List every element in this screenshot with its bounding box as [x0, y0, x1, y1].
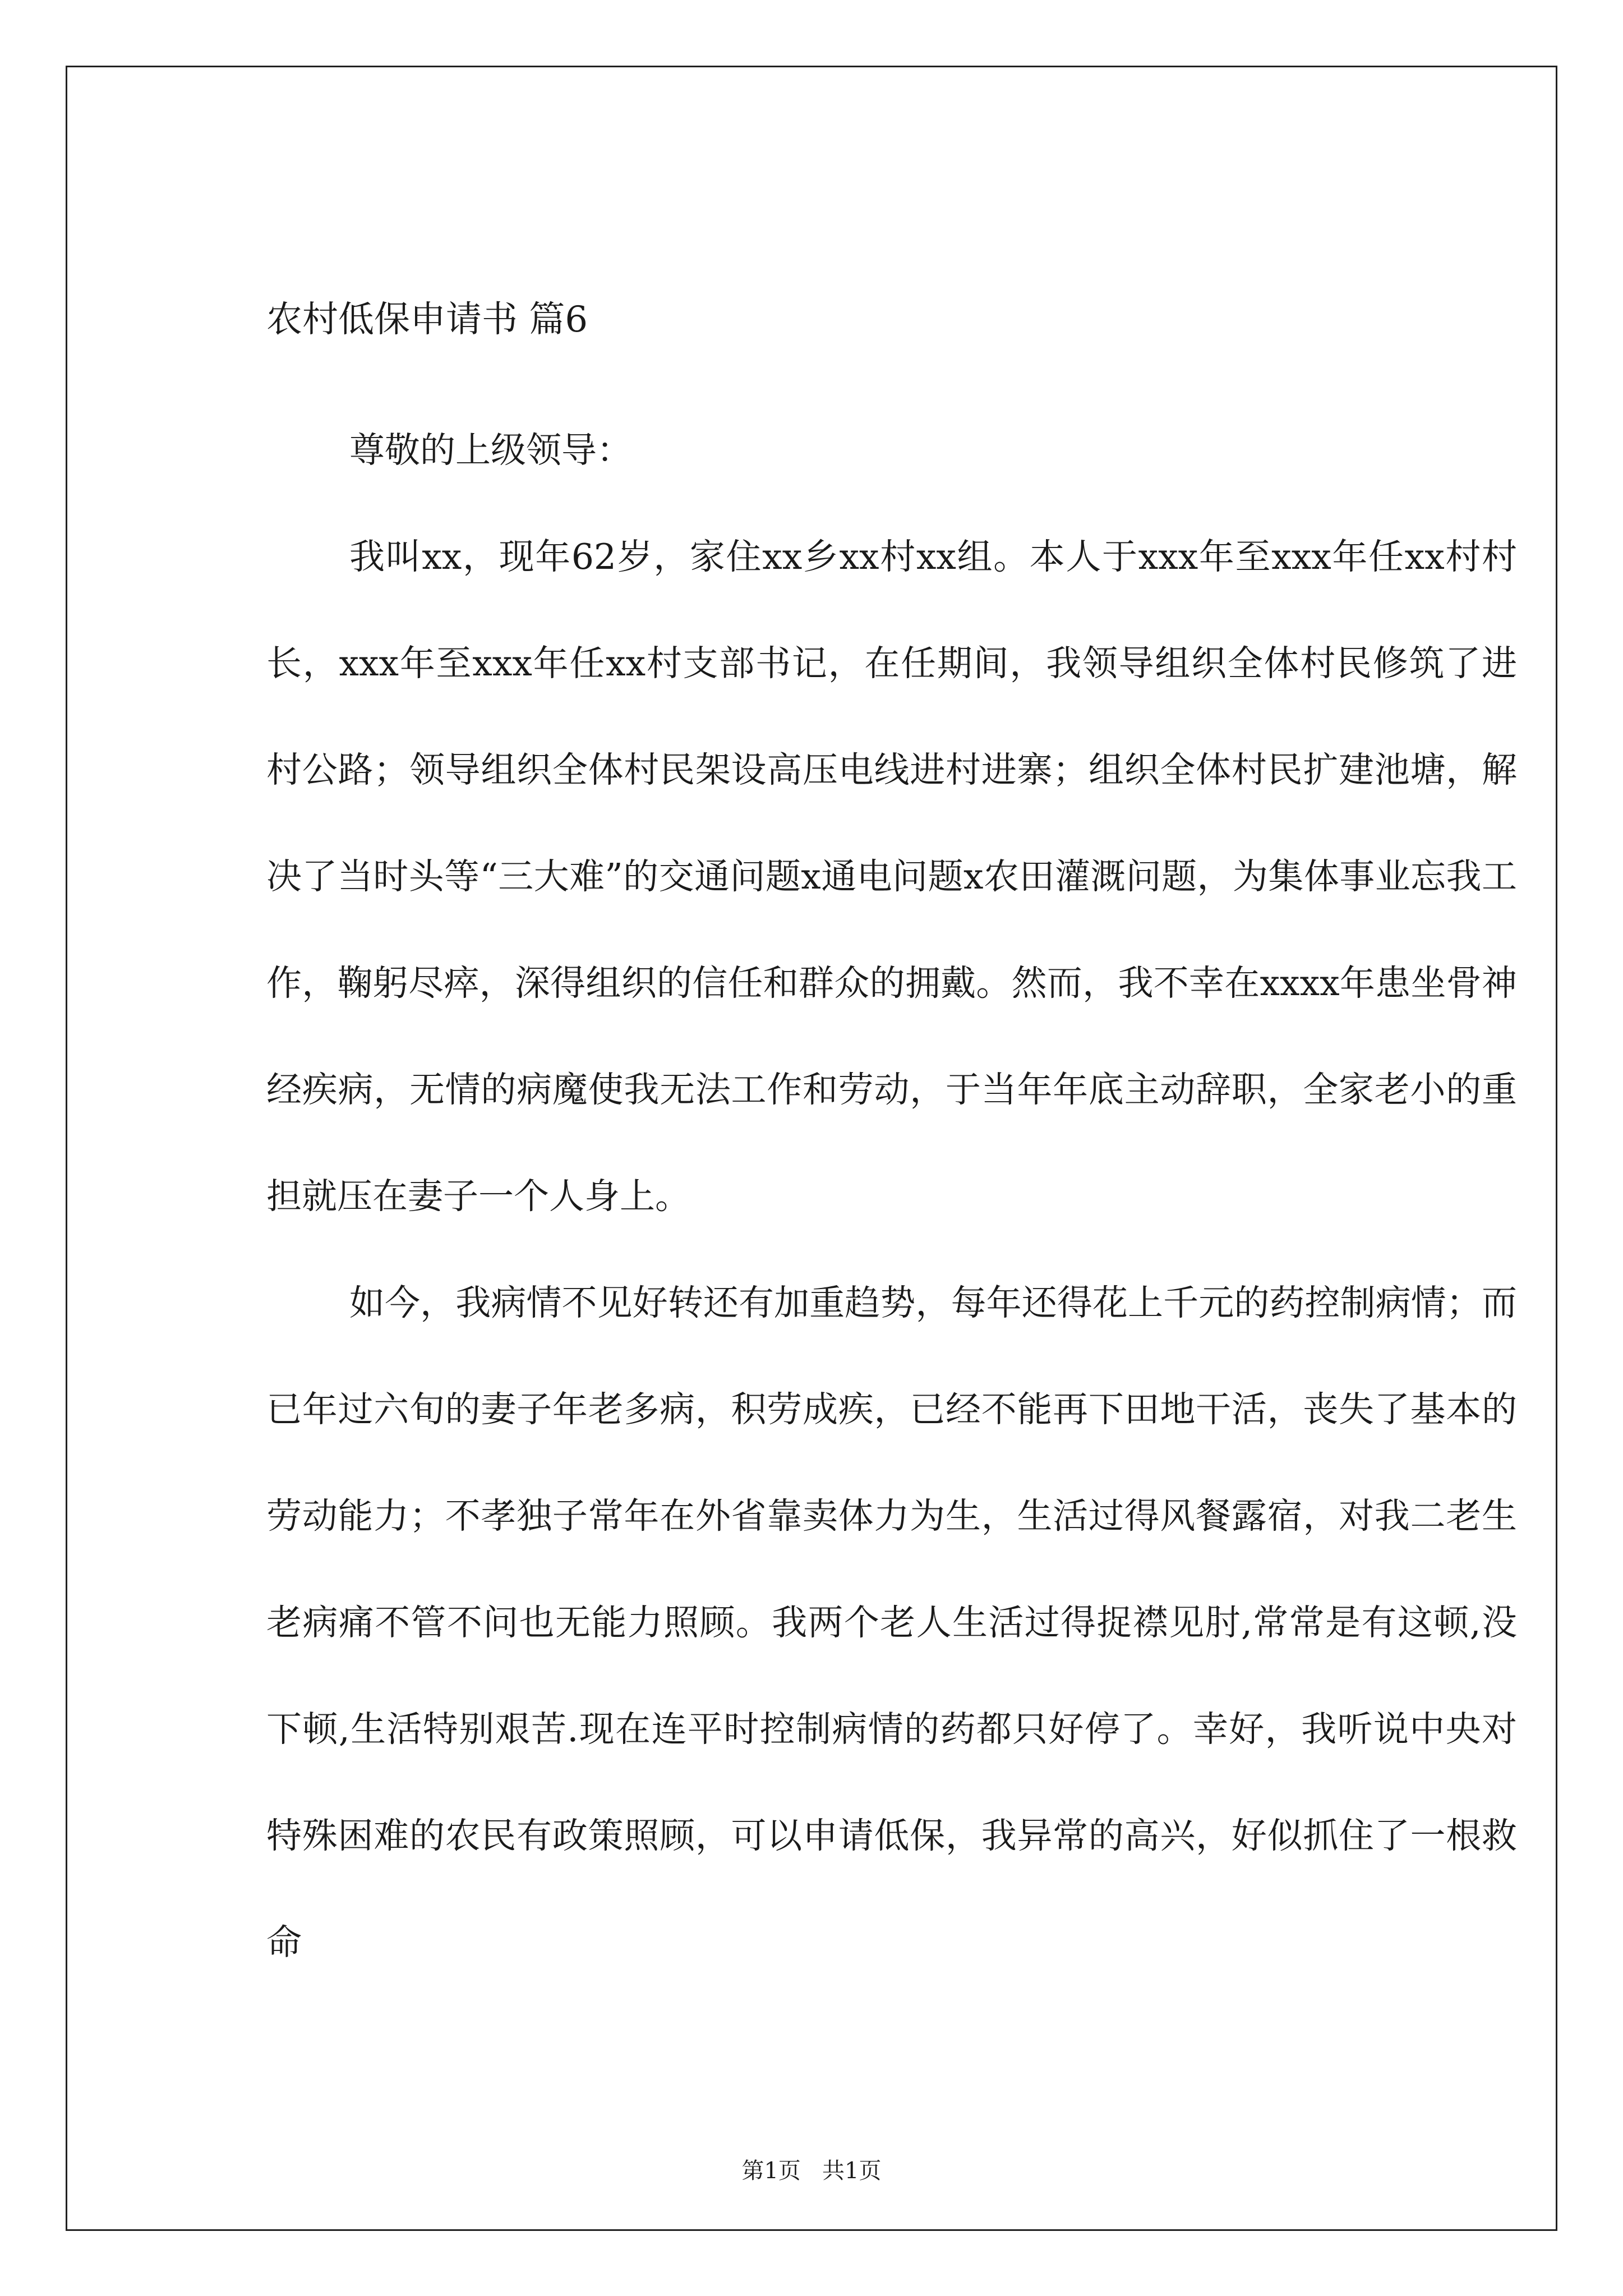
body-paragraph-situation: 如今，我病情不见好转还有加重趋势，每年还得花上千元的药控制病情；而已年过六旬的妻子年老多病，积劳成疾，已经不能再下田地干活，丧失了基本的劳动能力；不孝独子常年在外省靠卖体力为生，生活过得风餐露宿，对我二老生老病痛不管不问也无能力照顾。我两个老人生活过得捉襟见肘,常常是有这顿,没下顿,生活特别艰苦.现在连平时控制病情的药都只好停了。幸好，我听说中央对特殊困难的农民有政策照顾，可以申请低保，我异常的高兴，好似抓住了一根救命	[266, 1282, 1517, 1963]
body-paragraph-background: 我叫xx，现年62岁，家住xx乡xx村xx组。本人于xxx年至xxx年任xx村村长，xxx年至xxx年任xx村支部书记，在任期间，我领导组织全体村民修筑了进村公路；领导组织全体村民架设高压电线进村进寨；组织全体村民扩建池塘，解决了当时头等“三大难”的交通问题x通电问题x农田灌溉问题，为集体事业忘我工作，鞠躬尽瘁，深得组织的信任和群众的拥戴。然而，我不幸在xxxx年患坐骨神经疾病，无情的病魔使我无法工作和劳动，于当年年底主动辞职，全家老小的重担就压在妻子一个人身上。	[266, 536, 1517, 1217]
page-border	[66, 66, 1557, 2231]
salutation-paragraph: 尊敬的上级领导：	[349, 430, 632, 471]
page-number-footer: 第1页 共1页	[741, 2158, 882, 2184]
document-title: 农村低保申请书 篇6	[266, 299, 588, 341]
document-body	[266, 292, 1517, 1996]
